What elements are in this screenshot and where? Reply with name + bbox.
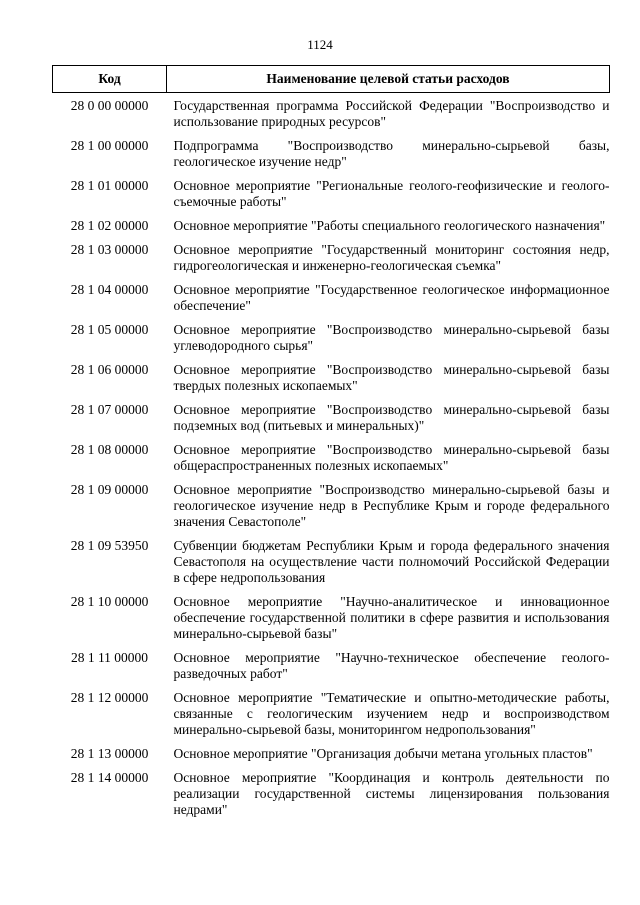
row-code: 28 1 04 00000 bbox=[70, 282, 149, 297]
table-row bbox=[53, 357, 610, 397]
page-number: 1124 bbox=[307, 37, 333, 52]
row-code: 28 1 10 00000 bbox=[70, 594, 149, 609]
table-row bbox=[53, 277, 610, 317]
table-row bbox=[53, 237, 610, 277]
row-name: Основное мероприятие "Научно-техническое обеспечение геолого-разведочных работ" bbox=[173, 650, 610, 681]
table-row bbox=[53, 317, 610, 357]
table-row bbox=[53, 589, 610, 645]
row-name: Субвенции бюджетам Республики Крым и города федерального значения Севастополя на осуществление части полномочий Российской Федерации в сфере недропользования bbox=[173, 538, 610, 585]
row-code: 28 1 05 00000 bbox=[70, 322, 149, 337]
table-row bbox=[53, 645, 610, 685]
row-code: 28 1 03 00000 bbox=[70, 242, 149, 257]
table-row bbox=[53, 397, 610, 437]
table-row bbox=[53, 741, 610, 765]
table-row bbox=[53, 173, 610, 213]
header-name: Наименование целевой статьи расходов bbox=[167, 66, 610, 93]
row-code: 28 1 08 00000 bbox=[70, 442, 149, 457]
table-header-row bbox=[53, 66, 610, 93]
row-code: 28 0 00 00000 bbox=[70, 98, 149, 113]
row-name: Основное мероприятие "Государственное геологическое информационное обеспечение" bbox=[173, 282, 610, 313]
table-row bbox=[53, 93, 610, 134]
row-name: Основное мероприятие "Региональные геолого-геофизические и геолого-съемочные работы" bbox=[173, 178, 610, 209]
row-code: 28 1 11 00000 bbox=[70, 650, 149, 665]
table-body bbox=[53, 93, 610, 822]
budget-items-table bbox=[52, 65, 610, 821]
row-code: 28 1 02 00000 bbox=[70, 218, 149, 233]
table-row bbox=[53, 765, 610, 821]
row-code: 28 1 06 00000 bbox=[70, 362, 149, 377]
row-name: Основное мероприятие "Тематические и опытно-методические работы, связанные с геологическим изучением недр и воспроизводством минерально-сырьевой базы, мониторингом недропользования" bbox=[173, 690, 610, 737]
row-name: Основное мероприятие "Воспроизводство минерально-сырьевой базы общераспространенных полезных ископаемых" bbox=[173, 442, 610, 473]
table-row bbox=[53, 477, 610, 533]
row-code: 28 1 01 00000 bbox=[70, 178, 149, 193]
row-name: Основное мероприятие "Работы специального геологического назначения" bbox=[173, 218, 606, 233]
table-row bbox=[53, 437, 610, 477]
row-name: Основное мероприятие "Воспроизводство минерально-сырьевой базы твердых полезных ископаемых" bbox=[173, 362, 610, 393]
header-code: Код bbox=[53, 66, 167, 93]
table-row bbox=[53, 133, 610, 173]
row-code: 28 1 14 00000 bbox=[70, 770, 149, 785]
row-name: Основное мероприятие "Научно-аналитическое и инновационное обеспечение государственной политики в сфере развития и использования минерально-сырьевой базы" bbox=[173, 594, 610, 641]
row-name: Государственная программа Российской Федерации "Воспроизводство и использование природных ресурсов" bbox=[173, 98, 610, 129]
row-name: Основное мероприятие "Организация добычи метана угольных пластов" bbox=[173, 746, 593, 761]
table-row bbox=[53, 533, 610, 589]
table-row bbox=[53, 685, 610, 741]
row-name: Основное мероприятие "Воспроизводство минерально-сырьевой базы углеводородного сырья" bbox=[173, 322, 610, 353]
row-code: 28 1 09 53950 bbox=[70, 538, 149, 553]
row-name: Подпрограмма "Воспроизводство минерально-сырьевой базы, геологическое изучение недр" bbox=[173, 138, 610, 169]
row-code: 28 1 13 00000 bbox=[70, 746, 149, 761]
row-code: 28 1 00 00000 bbox=[70, 138, 149, 153]
table-row bbox=[53, 213, 610, 237]
row-code: 28 1 07 00000 bbox=[70, 402, 149, 417]
row-name: Основное мероприятие "Государственный мониторинг состояния недр, гидрогеологическая и инженерно-геологическая съемка" bbox=[173, 242, 610, 273]
row-code: 28 1 12 00000 bbox=[70, 690, 149, 705]
row-name: Основное мероприятие "Воспроизводство минерально-сырьевой базы и геологическое изучение недр в Республике Крым и городе федерального значения Севастополе" bbox=[173, 482, 610, 529]
row-code: 28 1 09 00000 bbox=[70, 482, 149, 497]
row-name: Основное мероприятие "Координация и контроль деятельности по реализации государственной системы лицензирования пользования недрами" bbox=[173, 770, 610, 817]
row-name: Основное мероприятие "Воспроизводство минерально-сырьевой базы подземных вод (питьевых и минеральных)" bbox=[173, 402, 610, 433]
